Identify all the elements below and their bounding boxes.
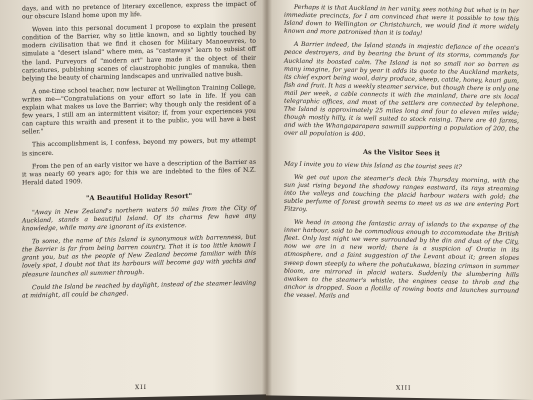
right-paragraph-1: Perhaps it is that Auckland in her vanity, sees nothing but what is in her immediate precincts, for I am convinced that were it possible to tow this Island down to Wellington or Christchurch, we would find it more widely known and more patronised than it is today!: [284, 3, 519, 38]
left-page: [0, 0, 266, 400]
left-paragraph-1: days, and with no pretence of literary excellence, express the impact of our obscure Island home upon my life.: [22, 0, 256, 21]
left-paragraph-5: From the pen of an early visitor we have a description of the Barrier as it was nearly 60 years ago; for this we are indebted to the files of N.Z. Herald dated 1909.: [22, 158, 256, 187]
left-paragraph-2: Woven into this personal document I propose to explain the present condition of the Barrier, why so little known, and so lightly touched by modern civilisation that we find it chosen for Military Manoeuvres, to simulate a "desert island" where men, as "castaways" learn to subsist off the land. Purveyors of "modern art" have made it the object of their caricatures, publishing scenes of claustrophobic jungles of manuka, then belying the beauty of charming landscapes and unrivalled native bush.: [22, 21, 256, 83]
right-quote-paragraph-1: May I invite you to view this Island as the tourist sees it?: [284, 160, 462, 171]
left-paragraph-3: A one-time school teacher, now lecturer at Wellington Training College, writes me—"Congratulations on your effort so late in life. If you can explain what makes us love the Barrier; why though only the resident of a few years, I still am an intermittent visitor; if, from your experiences you can capture this wraith and present it to the public, you will have a best seller.": [22, 83, 256, 136]
left-paragraph-4: This accomplishment is, I confess, beyond my powers, but my attempt is sincere.: [22, 137, 256, 158]
right-section-heading: As the Visitor Sees it: [362, 147, 441, 157]
right-page-number: XIII: [396, 384, 412, 392]
left-quote-paragraph-2: To some, the name of this Island is synonymous with barrenness, but the Barrier is far from being barren country. That it is too little known I grant you, but as the people of New Zealand become familiar with this lovely spot, I doubt not that its harbours will become gay with yachts and pleasure launches all summer through.: [22, 233, 256, 279]
left-quote-paragraph-3: Could the Island be reached by daylight, instead of the steamer leaving at midnight, all could be changed.: [22, 279, 256, 300]
right-quote-paragraph-3: We head in among the fantastic array of islands to the expanse of the inner harbour, said to be commodious enough to accommodate the British fleet. Only last night we were surrounded by the din and dust of the City, now we are in a new world; there is a suspicion of Oratia in its atmosphere, and a faint suggestion of the Levant about it; green slopes sweep down steeply to where the pohutukawa, blazing crimson in summer bloom, are mirrored in placid waters. Suddenly the slumbering hills awaken to the steamer's whistle, the engines cease to throb and the anchor is dropped. Soon a flotilla of rowing boats and launches surround the vessel. Mails and: [284, 218, 519, 300]
left-section-heading: "A Beautiful Holiday Resort": [85, 191, 193, 203]
left-quote-paragraph-1: "Away in New Zealand's northern waters 50 miles from the City of Auckland, stands a beautiful Island. Of its charms few have any knowledge, while many are ignorant of its existence.: [22, 204, 256, 233]
book-gutter-shadow: [262, 0, 272, 400]
right-quote-paragraph-2: We get out upon the steamer's deck this Thursday morning, with the sun just rising beyond the shadowy ranges eastward, its rays streaming into the valleys and touching the placid harbour waters with gold; the subtle perfume of forest growth seems to meet us as we are entering Port Fitzroy.: [284, 173, 519, 214]
right-paragraph-2: A Barrier indeed, the Island stands in majestic defiance of the ocean's peace destroyers, and by bearing the brunt of its storms, commands for Auckland its boasted calm. The Island is not so small nor so barren as many imagine, for year by year it adds its quota to the Auckland markets, its chief export being wool, dairy produce, sheep, cattle, honey, kauri gum, fish and fruit. It has a weekly steamer service, but though there is only one mail per week, a cable connects it with the mainland, there are six local telegraphic offices, and most of the settlers are connected by telephone. The Island is approximately 25 miles long and four to eleven miles wide; though mostly hilly, it is well suited to stock raising. There are 40 farms, and with the Whangaparapara sawmill supporting a population of 200, the over all population is 400.: [284, 41, 519, 139]
right-page: [266, 0, 533, 400]
left-page-number: XII: [135, 383, 148, 392]
